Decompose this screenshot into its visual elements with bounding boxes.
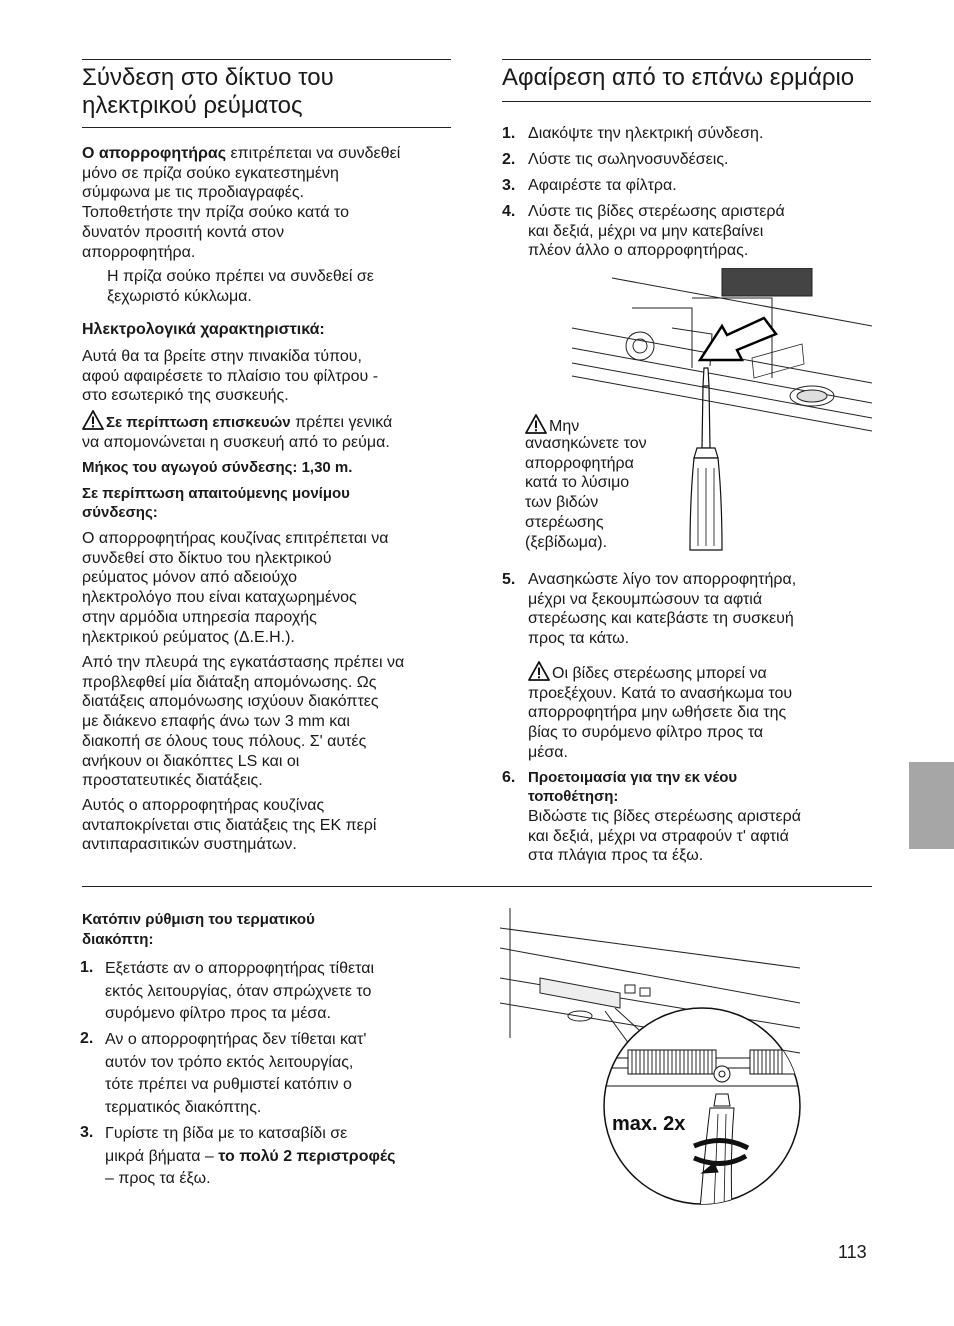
step-text: Αν ο απορροφητήρας δεν τίθεται κατ' αυτόν τον τρόπο εκτός λειτουργίας, τότε πρέπει να ρυθμιστεί κατόπιν ο τερματικός διακόπτης. xyxy=(105,1031,367,1116)
specs-paragraph: Αυτά θα τα βρείτε στην πινακίδα τύπου, αφού αφαιρέσετε το πλαίσιο του φίλτρου - στο εσωτερικό της συσκευής. xyxy=(82,348,379,405)
chapter-tab xyxy=(909,762,954,849)
isolation-paragraph: Από την πλευρά της εγκατάστασης πρέπει να προβλεφθεί μία διάταξη απομόνωσης. Ως διατάξεις απομόνωσης ισχύουν διακόπτες με διάκενο επαφής άνω των 3 mm και διακοπή σε όλους τους πόλους. Σ' αυτές ανήκουν οι διακόπτες LS και οι προστατευτικές διατάξεις. xyxy=(82,654,405,790)
permanent-connection-paragraph: Ο απορροφητήρας κουζίνας επιτρέπεται να συνδεθεί στο δίκτυο του ηλεκτρικού ρεύματος μόνον από αδειούχο ηλεκτρολόγο που είναι καταχωρημένος στην αρμόδια υπηρεσία παροχής ηλεκτρικού ρεύματος (Δ.Ε.Η.). xyxy=(82,530,389,646)
step-text: Διακόψτε την ηλεκτρική σύνδεση. xyxy=(528,125,764,142)
electrical-specs-heading: Ηλεκτρολογικά χαρακτηριστικά: xyxy=(82,321,325,338)
warning-icon xyxy=(82,410,104,430)
limit-switch-illustration xyxy=(500,908,805,1210)
step-number: 6. xyxy=(502,769,516,786)
step-text: Αφαιρέστε τα φίλτρα. xyxy=(528,177,677,194)
step-number: 3. xyxy=(80,1124,94,1141)
step-text: Γυρίστε τη βίδα με το κατσαβίδι σε μικρά βήματα – το πολύ 2 περιστροφές – προς τα έξω. xyxy=(105,1125,396,1187)
step-number: 2. xyxy=(80,1030,94,1047)
warning-icon xyxy=(528,661,550,681)
step-number: 5. xyxy=(502,571,516,588)
step-text: Εξετάστε αν ο απορροφητήρας τίθεται εκτός λειτουργίας, όταν σπρώχνετε το συρόμενο φίλτρο προς τα μέσα. xyxy=(105,960,374,1022)
repair-warning: Σε περίπτωση επισκευών πρέπει γενικά να απομονώνεται η συσκευή από το ρεύμα. xyxy=(82,410,472,452)
left-heading: Σύνδεση στο δίκτυο του ηλεκτρικού ρεύματος xyxy=(82,64,334,119)
limit-switch-heading: Κατόπιν ρύθμιση του τερματικού διακόπτη: xyxy=(82,911,315,948)
permanent-connection-heading: Σε περίπτωση απαιτούμενης μονίμου σύνδεσης: xyxy=(82,485,350,521)
figure-warning: Μην xyxy=(525,414,579,437)
step-number: 3. xyxy=(502,177,516,194)
page-number: 113 xyxy=(838,1242,867,1262)
step-number: 1. xyxy=(502,125,516,142)
left-heading-bottom-rule xyxy=(82,127,451,128)
step-number: 4. xyxy=(502,203,516,220)
step-text: Βιδώστε τις βίδες στερέωσης αριστερά και δεξιά, μέχρι να στραφούν τ' αφτιά στα πλάγια προς τα έξω. xyxy=(528,808,801,865)
ec-paragraph: Αυτός ο απορροφητήρας κουζίνας ανταποκρίνεται στις διατάξεις της ΕΚ περί αντιπαρασιτικών συστημάτων. xyxy=(82,797,377,854)
detail-circle xyxy=(604,1008,800,1204)
left-heading-top-rule xyxy=(82,59,451,60)
cable-length: Μήκος του αγωγού σύνδεσης: 1,30 m. xyxy=(82,459,353,476)
right-heading: Αφαίρεση από το επάνω ερμάριο xyxy=(502,64,855,91)
intro-paragraph: Ο απορροφητήρας επιτρέπεται να συνδεθεί μόνο σε πρίζα σούκο εγκατεστημένη σύμφωνα με τις προδιαγραφές. Τοποθετήστε την πρίζα σούκο κατά το δυνατόν προσιτή κοντά στον απορροφητήρα. xyxy=(82,145,401,261)
max-rotations-label: max. 2x xyxy=(612,1113,686,1135)
right-heading-bottom-rule xyxy=(502,101,871,102)
right-heading-top-rule xyxy=(502,59,871,60)
step-text: Ανασηκώστε λίγο τον απορροφητήρα, μέχρι να ξεκουμπώσουν τα αφτιά στερέωσης και κατεβάστε τη συσκευή προς τα κάτω. xyxy=(528,571,797,648)
warning-icon xyxy=(525,414,547,434)
step-number: 2. xyxy=(502,151,516,168)
step-text: Λύστε τις σωληνοσυνδέσεις. xyxy=(528,151,729,168)
indent-note: Η πρίζα σούκο πρέπει να συνδεθεί σε ξεχωριστό κύκλωμα. xyxy=(107,268,374,305)
step6-title: Προετοιμασία για την εκ νέου τοποθέτηση: xyxy=(528,769,738,805)
step5-warning: Οι βίδες στερέωσης μπορεί να προεξέχουν. Κατά το ανασήκωμα του απορροφητήρα μην ωθήσετε δια της βίας το συρόμενο φίλτρο προς τα μέσα. xyxy=(528,661,792,763)
step-number: 1. xyxy=(80,959,94,976)
step-text: Λύστε τις βίδες στερέωσης αριστερά και δεξιά, μέχρι να μην κατεβαίνει πλέον άλλο ο απορροφητήρας. xyxy=(528,203,785,260)
figure-warning-text: ανασηκώνετε τον απορροφητήρα κατά το λύσιμο των βιδών στερέωσης (ξεβίδωμα). xyxy=(525,435,647,551)
screwdriver-icon xyxy=(690,368,722,550)
section-divider xyxy=(82,886,872,887)
